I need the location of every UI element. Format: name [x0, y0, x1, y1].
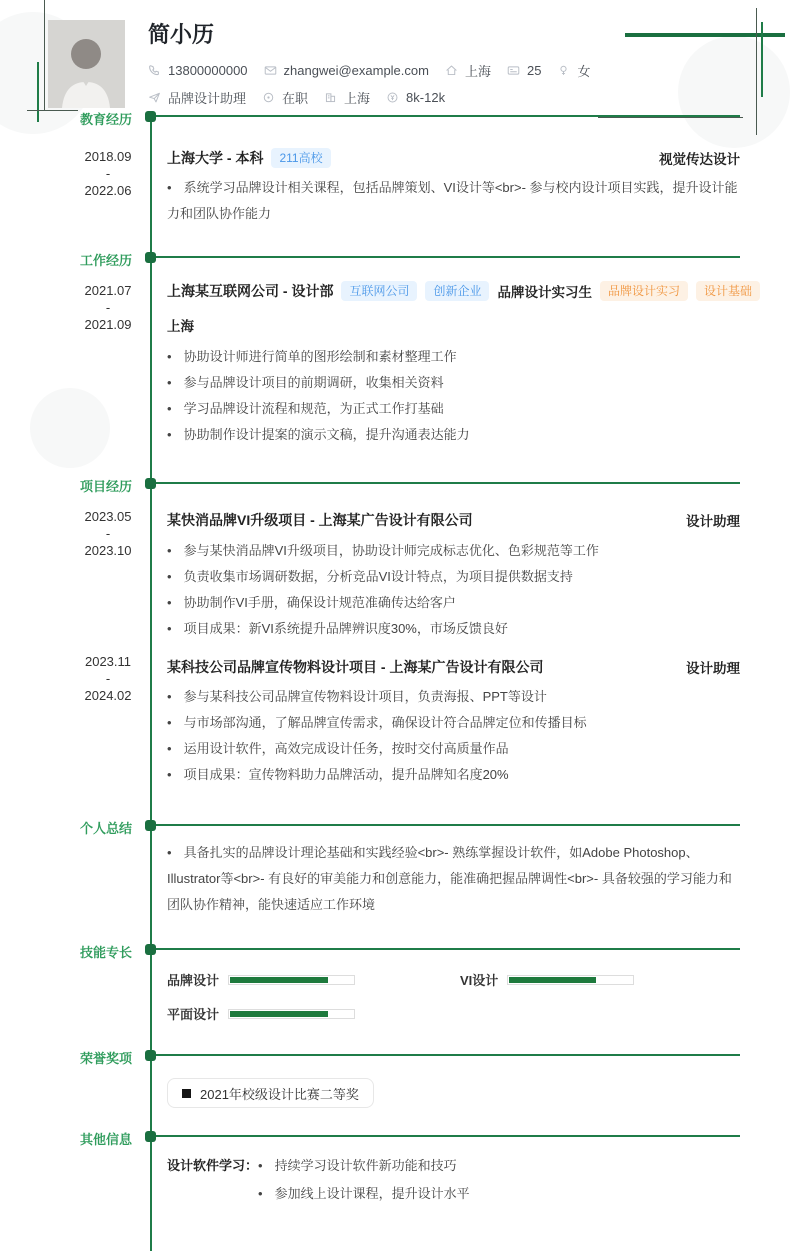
candidate-name: 简小历 [148, 22, 215, 47]
school-name: 上海大学 - 本科 [167, 150, 264, 166]
project-title: 某快消品牌VI升级项目 - 上海某广告设计有限公司 [167, 512, 473, 528]
bg-circle [678, 36, 790, 148]
honor-chip [167, 1078, 374, 1108]
period-from: 2018.09 [84, 149, 132, 164]
period-to: 2022.06 [84, 183, 132, 198]
project-role: 设计助理 [686, 661, 740, 676]
company-name: 上海某互联网公司 - 设计部 [167, 283, 334, 299]
education-bullet: • 系统学习品牌设计相关课程，包括品牌策划、VI设计等<br>- 参与校内设计项目实践，提升设计能力和团队协作能力 [167, 175, 740, 227]
contact-position [148, 88, 246, 107]
other-bullet: • 持续学习设计软件新功能和技巧 [258, 1152, 470, 1180]
other-bullet: • 参加线上设计课程，提升设计水平 [258, 1180, 470, 1208]
skill-bar-fill [230, 1011, 328, 1017]
other-row-title: 设计软件学习： [167, 1158, 259, 1173]
phone-icon [148, 64, 161, 77]
period-from: 2023.05 [84, 509, 132, 524]
project-bullet: • 运用设计软件，高效完成设计任务，按时交付高质量作品 [167, 736, 740, 762]
project-bullet: • 负责收集市场调研数据，分析竞品VI设计特点，为项目提供数据支持 [167, 564, 740, 590]
work-bullet: • 协助设计师进行简单的图形绘制和素材整理工作 [167, 344, 740, 370]
work-bullet: • 学习品牌设计流程和规范，为正式工作打基础 [167, 396, 740, 422]
project-bullet: • 项目成果：宣传物料助力品牌活动，提升品牌知名度20% [167, 762, 740, 788]
role-badge: 品牌设计实习 [600, 281, 688, 301]
timeline-marker [145, 1131, 156, 1142]
city-icon [324, 91, 337, 104]
section-rule [151, 256, 740, 258]
contact-phone [148, 63, 248, 78]
status-text: 在职 [282, 91, 309, 106]
work-entry-header [167, 281, 753, 301]
skill-bar-fill [230, 977, 328, 983]
project-bullet: • 与市场部沟通，了解品牌宣传需求，确保设计符合品牌定位和传播目标 [167, 710, 740, 736]
contact-row-1 [148, 61, 590, 80]
square-bullet-icon [182, 1089, 191, 1098]
status-icon [262, 91, 275, 104]
other-info-row [167, 1152, 470, 1208]
skill-bar [228, 1009, 355, 1019]
major-name: 视觉传达设计 [659, 152, 740, 167]
work-bullet: • 协助制作设计提案的演示文稿，提升沟通表达能力 [167, 422, 740, 448]
period-from: 2021.07 [84, 283, 132, 298]
project1-bullets [167, 538, 740, 642]
contact-email [264, 63, 429, 78]
section-rule [151, 1135, 740, 1137]
project-bullet: • 参与某科技公司品牌宣传物料设计项目，负责海报、PPT等设计 [167, 684, 740, 710]
project-role: 设计助理 [686, 514, 740, 529]
school-badge: 211高校 [271, 148, 330, 168]
period-separator: - [105, 526, 111, 541]
section-title-projects: 项目经历 [79, 479, 132, 494]
education-period [76, 148, 140, 199]
timeline-marker [145, 478, 156, 489]
gender-text: 女 [577, 64, 591, 79]
honor-text: 2021年校级设计比赛二等奖 [200, 1086, 359, 1102]
email-icon [264, 64, 277, 77]
profile-photo [48, 20, 125, 108]
decor-line [44, 0, 45, 110]
skill-item [167, 970, 355, 989]
project-bullet: • 参与某快消品牌VI升级项目，协助设计师完成标志优化、色彩规范等工作 [167, 538, 740, 564]
period-to: 2024.02 [84, 688, 132, 703]
skill-bar [228, 975, 355, 985]
bg-circle [30, 388, 110, 468]
job-title: 品牌设计实习生 [497, 285, 592, 300]
skill-name: 平面设计 [167, 1007, 220, 1022]
project-title: 某科技公司品牌宣传物料设计项目 - 上海某广告设计有限公司 [167, 659, 544, 675]
period-from: 2023.11 [84, 654, 132, 669]
section-rule [151, 482, 740, 484]
period-to: 2023.10 [84, 543, 132, 558]
skill-name: 品牌设计 [167, 973, 220, 988]
contact-city [324, 88, 370, 107]
section-title-skills: 技能专长 [79, 945, 132, 960]
contact-status [262, 88, 308, 107]
timeline-marker [145, 252, 156, 263]
salary-text: 8k-12k [406, 90, 446, 105]
decor-line [761, 22, 763, 97]
home-icon [445, 64, 458, 77]
other-row-bullets [258, 1152, 470, 1208]
phone-text: 13800000000 [168, 63, 248, 78]
role-badge: 设计基础 [696, 281, 760, 301]
skill-item [167, 1004, 355, 1023]
section-title-summary: 个人总结 [79, 821, 132, 836]
period-to: 2021.09 [84, 317, 132, 332]
section-rule [151, 115, 740, 117]
section-title-education: 教育经历 [79, 112, 132, 127]
skill-bar [507, 975, 634, 985]
timeline-spine [150, 116, 152, 1251]
project1-header [167, 510, 740, 530]
summary-bullet: • 具备扎实的品牌设计理论基础和实践经验<br>- 熟练掌握设计软件，如Adobe Photoshop、Illustrator等<br>- 有良好的审美能力和创意能力，能准确把握品牌调性<br>- 具备较强的学习能力和团队协作精神，能快速适应工作环境 [167, 840, 740, 918]
contact-row-2 [148, 88, 445, 107]
timeline-marker [145, 111, 156, 122]
skill-item [460, 970, 634, 989]
project2-header [167, 657, 740, 677]
contact-salary [386, 90, 445, 105]
work-bullet: • 参与品牌设计项目的前期调研，收集相关资料 [167, 370, 740, 396]
timeline-marker [145, 1050, 156, 1061]
company-badge: 互联网公司 [341, 281, 417, 301]
age-text: 25 [526, 63, 542, 78]
salary-icon [386, 91, 399, 104]
work-location: 上海 [167, 319, 194, 334]
timeline-marker [145, 944, 156, 955]
section-title-honors: 荣誉奖项 [79, 1051, 132, 1066]
decor-line [756, 8, 757, 135]
skill-bar-fill [509, 977, 595, 983]
skill-name: VI设计 [460, 973, 499, 988]
company-badge: 创新企业 [425, 281, 489, 301]
position-icon [148, 91, 161, 104]
period-separator: - [105, 671, 111, 686]
project2-period [76, 653, 140, 704]
portrait-silhouette [48, 20, 125, 108]
email-text: zhangwei@example.com [283, 63, 429, 78]
work-period [76, 282, 140, 333]
gender-icon [557, 64, 570, 77]
project2-bullets [167, 684, 740, 788]
period-separator: - [105, 300, 111, 315]
work-bullets [167, 344, 740, 448]
contact-location [445, 61, 491, 80]
project1-period [76, 508, 140, 559]
decor-line [598, 117, 743, 118]
section-title-work: 工作经历 [79, 253, 132, 268]
section-rule [151, 824, 740, 826]
contact-gender [557, 61, 590, 80]
education-entry-header [167, 148, 740, 168]
decor-line [37, 62, 39, 122]
section-title-other: 其他信息 [79, 1132, 132, 1147]
age-icon [507, 64, 520, 77]
location-text: 上海 [464, 64, 491, 79]
position-text: 品牌设计助理 [168, 91, 247, 106]
section-rule [151, 1054, 740, 1056]
project-bullet: • 项目成果：新VI系统提升品牌辨识度30%，市场反馈良好 [167, 616, 740, 642]
city-text: 上海 [344, 91, 371, 106]
contact-age [507, 63, 541, 78]
project-bullet: • 协助制作VI手册，确保设计规范准确传达给客户 [167, 590, 740, 616]
period-separator: - [105, 166, 111, 181]
timeline-marker [145, 820, 156, 831]
section-rule [151, 948, 740, 950]
